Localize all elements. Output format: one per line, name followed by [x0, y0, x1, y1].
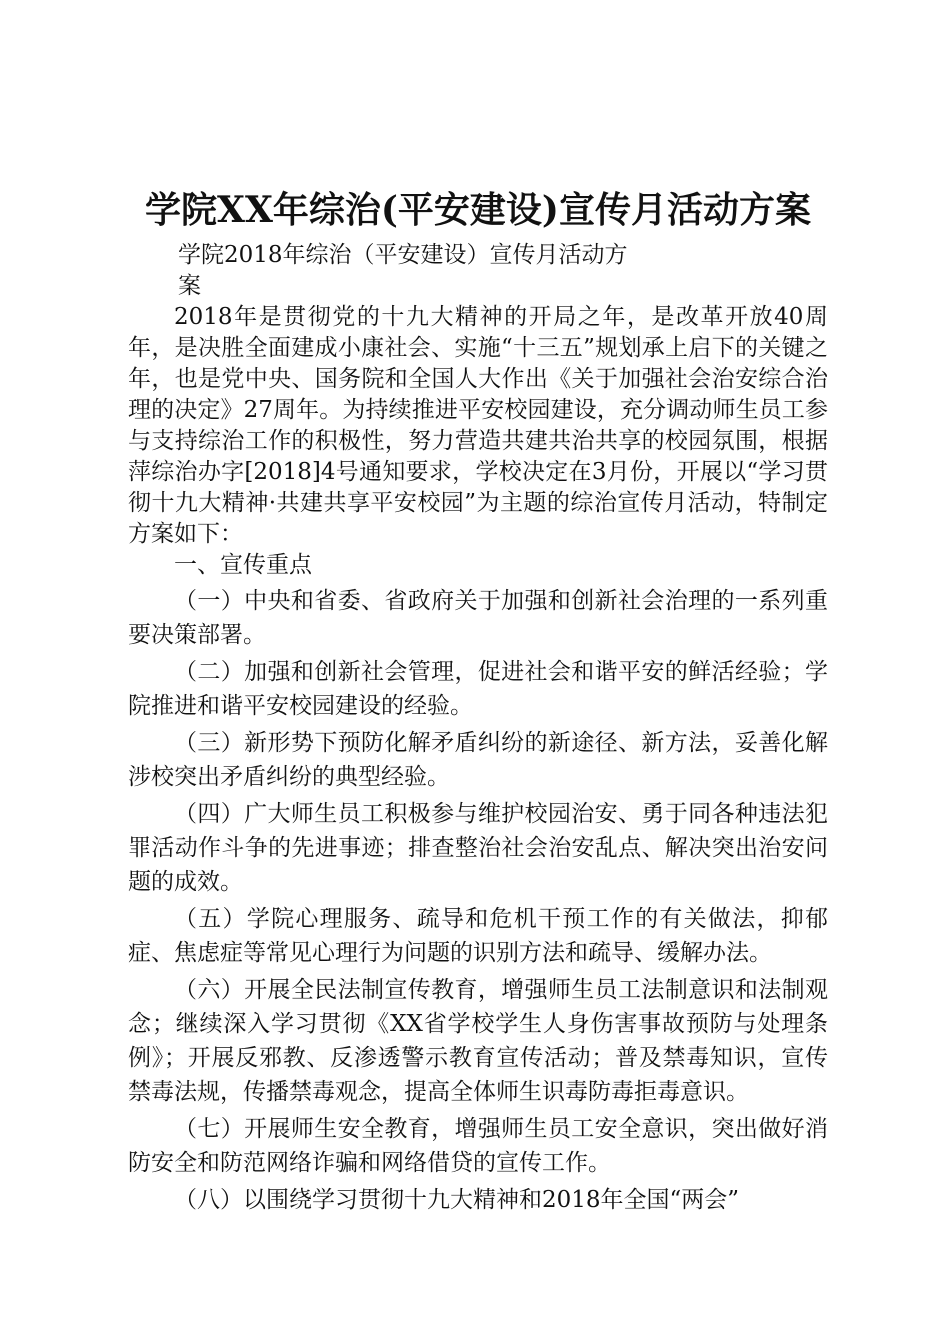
list-item: （八）以围绕学习贯彻十九大精神和2018年全国“两会”: [174, 1187, 740, 1213]
list-item: （四）广大师生员工积极参与维护校园治安、勇于同各种违法犯罪活动作斗争的先进事迹；排查整治社会治安乱点、解决突出治安问题的成效。: [128, 801, 828, 895]
list-item: （一）中央和省委、省政府关于加强和创新社会治理的一系列重要决策部署。: [128, 588, 828, 648]
list-item: （二）加强和创新社会管理，促进社会和谐平安的鲜活经验；学院推进和谐平安校园建设的经验。: [128, 659, 828, 719]
list-item: （三）新形势下预防化解矛盾纠纷的新途径、新方法，妥善化解涉校突出矛盾纠纷的典型经验。: [128, 730, 828, 790]
intro-paragraph: 2018年是贯彻党的十九大精神的开局之年，是改革开放40周年，是决胜全面建成小康社会、实施“十三五”规划承上启下的关键之年，也是党中央、国务院和全国人大作出《关于加强社会治安综合治理的决定》27周年。为持续推进平安校园建设，充分调动师生员工参与支持综治工作的积极性，努力营造共建共治共享的校园氛围，根据萍综治办字[2018]4号通知要求，学校决定在3月份，开展以“学习贯彻十九大精神·共建共享平安校园”为主题的综治宣传月活动，特制定方案如下：: [128, 304, 828, 547]
list-item: （五）学院心理服务、疏导和危机干预工作的有关做法，抑郁症、焦虑症等常见心理行为问题的识别方法和疏导、缓解办法。: [128, 906, 828, 966]
list-item: （六）开展全民法制宣传教育，增强师生员工法制意识和法制观念；继续深入学习贯彻《XX省学校学生人身伤害事故预防与处理条例》；开展反邪教、反渗透警示教育宣传活动；普及禁毒知识，宣传禁毒法规，传播禁毒观念，提高全体师生识毒防毒拒毒意识。: [128, 977, 828, 1105]
list-item: （七）开展师生安全教育，增强师生员工安全意识，突出做好消防安全和防范网络诈骗和网络借贷的宣传工作。: [128, 1116, 828, 1176]
document-subtitle: 学院2018年综治（平安建设）宣传月活动方案: [178, 242, 628, 299]
document-page: [128, 186, 828, 1217]
document-title: 学院XX年综治(平安建设)宣传月活动方案: [145, 189, 811, 231]
section-heading: 一、宣传重点: [174, 552, 312, 578]
